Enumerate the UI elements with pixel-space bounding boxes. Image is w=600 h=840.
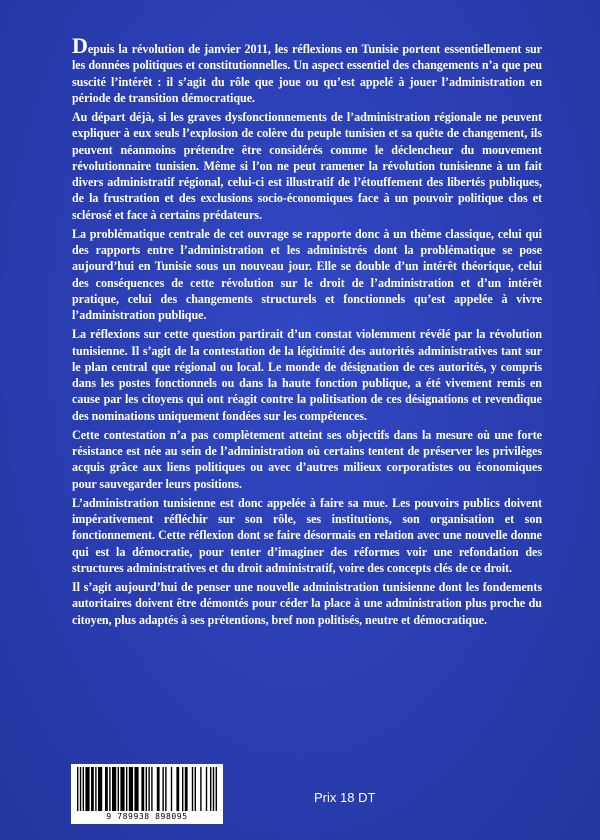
barcode-bar — [141, 767, 144, 811]
barcode-bar — [148, 767, 149, 811]
blurb-paragraph-5: Cette contestation n’a pas complètement atteint ses objectifs dans la mesure où une forte résistance est née au sein de l’administration où certains tentent de préserver les privilèges acquis grâce aux liens politiques ou avec d’autres milieux corporatistes ou économiques pour sauvegarder leurs positions. — [72, 427, 542, 491]
blurb-paragraph-7: Il s’agit aujourd’hui de penser une nouvelle administration tunisienne dont les fondements autoritaires doivent être démontés pour céder la place à une administration plus proche du citoyen, plus adaptés à ses prétentions, bref non politisés, neutre et démocratique. — [72, 580, 542, 627]
blurb-paragraph-1 — [72, 33, 542, 106]
blurb-paragraph-6: L’administration tunisienne est donc appelée à faire sa mue. Les pouvoirs publics doivent impérativement réfléchir sur son rôle, ses institutions, son organisation et son fonctionnement. Cette réflexion dont se faire désormais en relation avec une nouvelle donne qui est la démocratie, pour tenter d’imaginer des réformes voir une refondation des structures administratives et du droit administratif, voire des concepts clés de ce droit. — [72, 495, 542, 575]
barcode-bar — [157, 767, 160, 811]
barcode-bar — [80, 767, 81, 811]
barcode-bar — [126, 767, 127, 811]
barcode-bar — [120, 767, 124, 811]
barcode-bar — [112, 767, 116, 811]
barcode-bar — [95, 767, 96, 811]
barcode-bar — [162, 767, 163, 811]
barcode-bar — [109, 767, 110, 811]
barcode-bar — [213, 767, 214, 811]
barcode-bar — [165, 767, 166, 811]
barcode-bar — [129, 767, 133, 811]
barcode-bar — [182, 767, 183, 811]
barcode-bar — [151, 767, 152, 811]
barcode-bar — [176, 767, 179, 811]
isbn-number: 9 789938 898095 — [106, 812, 188, 821]
barcode — [71, 764, 223, 824]
blurb-paragraph-1-text: epuis la révolution de janvier 2011, les réflexions en Tunisie portent essentiellement sur les données politiques et constitutionnelles. Un aspect essentiel des changements n’a que peu suscité l’intérêt : il s’agit du rôle que joue ou qu’est appelé à jouer l’administration en période de transition démocratique. — [72, 42, 542, 105]
barcode-bars — [77, 767, 217, 811]
barcode-bar — [195, 767, 196, 811]
barcode-bar — [185, 767, 188, 811]
barcode-bar — [171, 767, 172, 811]
barcode-bar — [206, 767, 207, 811]
blurb-paragraph-3: La problématique centrale de cet ouvrage se rapporte donc à un thème classique, celui qui des rapports entre l’administration et les administrés dont la problématique se pose aujourd’hui en Tunisie sous un nouveau jour. Elle se double d’un intérêt théorique, celui des conséquences de cette révolution sur le droit de l’administration et d’un intérêt pratique, celui des changements structurels et fonctionnels qu’est appelée à vivre l’administration publique. — [72, 226, 542, 322]
barcode-bar — [83, 767, 84, 811]
barcode-bar — [146, 767, 147, 811]
barcode-bar — [200, 767, 201, 811]
blurb-text — [72, 33, 542, 631]
blurb-paragraph-2: Au départ déjà, si les graves dysfonctionnements de l’administration régionale ne peuvent expliquer à eux seuls l’explosion de colère du peuple tunisien et sa quête de changement, ils peuvent néanmoins prétendre être considérés comme le déclencheur du mouvement révolutionnaire tunisien. Même si l’on ne peut ramener la révolution tunisienne à un fait divers administratif régional, celui-ci est illustratif de l’étouffement des libertés publiques, de la frustration et des exclusions socio-économiques face à un pouvoir politique clos et sclérosé et face à certains prédateurs. — [72, 110, 542, 222]
barcode-bar — [98, 767, 102, 811]
price-label: Prix 18 DT — [314, 790, 376, 805]
barcode-bar — [210, 767, 211, 811]
barcode-bar — [85, 767, 89, 811]
barcode-bar — [134, 767, 138, 811]
barcode-bar — [77, 767, 78, 811]
blurb-paragraph-4: La réflexions sur cette question partirait d’un constat violemment révélé par la révolution tunisienne. Il s’agit de la contestation de la légitimité des autorités administratives tant sur le plan central que régional ou local. Le monde de désignation de ces autorités, y compris dans les postes fonctionnels ou dans la haute fonction publique, a été vivement remis en cause par les citoyens qui ont réagit contre la politisation de ces désignations et revendique des nominations uniquement fondées sur les compétences. — [72, 327, 542, 423]
barcode-bar — [118, 767, 119, 811]
drop-cap-letter: D — [72, 33, 88, 58]
barcode-bar — [216, 767, 217, 811]
barcode-bar — [105, 767, 108, 811]
barcode-bar — [192, 767, 193, 811]
barcode-bar — [91, 767, 94, 811]
